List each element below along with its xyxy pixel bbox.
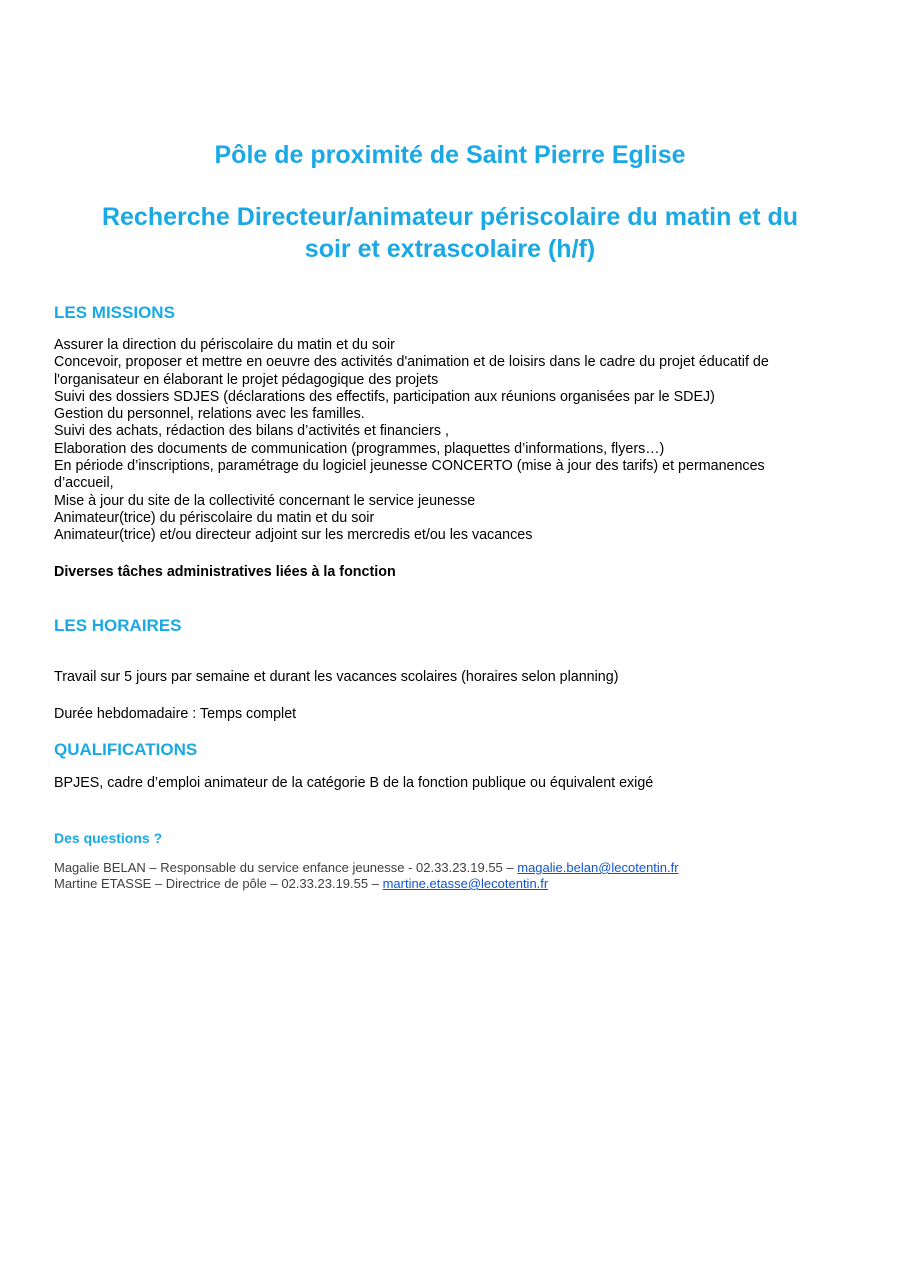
- contact-line: [54, 860, 679, 876]
- mission-line: Suivi des achats, rédaction des bilans d’activités et financiers ,: [54, 423, 449, 440]
- contact-line: [54, 876, 548, 892]
- mission-line: d’accueil,: [54, 475, 114, 492]
- mission-line: Animateur(trice) et/ou directeur adjoint sur les mercredis et/ou les vacances: [54, 527, 533, 544]
- horaires-heading: LES HORAIRES: [54, 616, 182, 635]
- qualifications-text: BPJES, cadre d’emploi animateur de la catégorie B de la fonction publique ou équivalent exigé: [54, 775, 654, 791]
- mission-line: Gestion du personnel, relations avec les familles.: [54, 406, 365, 423]
- contact-text: Magalie BELAN – Responsable du service enfance jeunesse - 02.33.23.19.55 –: [54, 860, 518, 875]
- qualifications-heading: QUALIFICATIONS: [54, 740, 198, 759]
- mission-line: Assurer la direction du périscolaire du matin et du soir: [54, 337, 395, 353]
- subtitle-line-2: soir et extrascolaire (h/f): [304, 235, 596, 263]
- page-title: Pôle de proximité de Saint Pierre Eglise: [214, 141, 686, 169]
- mission-line: l'organisateur en élaborant le projet pédagogique des projets: [54, 371, 439, 388]
- subtitle-line-1: Recherche Directeur/animateur périscolaire du matin et du: [101, 203, 799, 231]
- missions-heading: LES MISSIONS: [54, 303, 175, 322]
- page-subtitle: [50, 201, 850, 265]
- mission-line: En période d’inscriptions, paramétrage du logiciel jeunesse CONCERTO (mise à jour des tarifs) et permanences: [54, 458, 765, 475]
- mission-line: Suivi des dossiers SDJES (déclarations des effectifs, participation aux réunions organisées par le SDEJ): [54, 388, 715, 405]
- missions-list: [54, 337, 844, 545]
- horaires-line-2: Durée hebdomadaire : Temps complet: [54, 706, 297, 722]
- questions-heading: Des questions ?: [54, 830, 163, 846]
- mission-line: Mise à jour du site de la collectivité concernant le service jeunesse: [54, 492, 476, 509]
- missions-bold-note: Diverses tâches administratives liées à la fonction: [54, 564, 396, 580]
- email-link[interactable]: martine.etasse@lecotentin.fr: [382, 876, 549, 891]
- email-link[interactable]: magalie.belan@lecotentin.fr: [517, 860, 679, 875]
- horaires-line-1: Travail sur 5 jours par semaine et durant les vacances scolaires (horaires selon planning): [54, 669, 619, 685]
- mission-line: Animateur(trice) du périscolaire du matin et du soir: [54, 509, 375, 526]
- contact-text: Martine ETASSE – Directrice de pôle – 02.33.23.19.55 –: [54, 876, 383, 891]
- mission-line: Elaboration des documents de communication (programmes, plaquettes d’informations, flyers…): [54, 440, 665, 457]
- mission-line: Concevoir, proposer et mettre en oeuvre des activités d'animation et de loisirs dans le cadre du projet éducatif de: [54, 354, 769, 371]
